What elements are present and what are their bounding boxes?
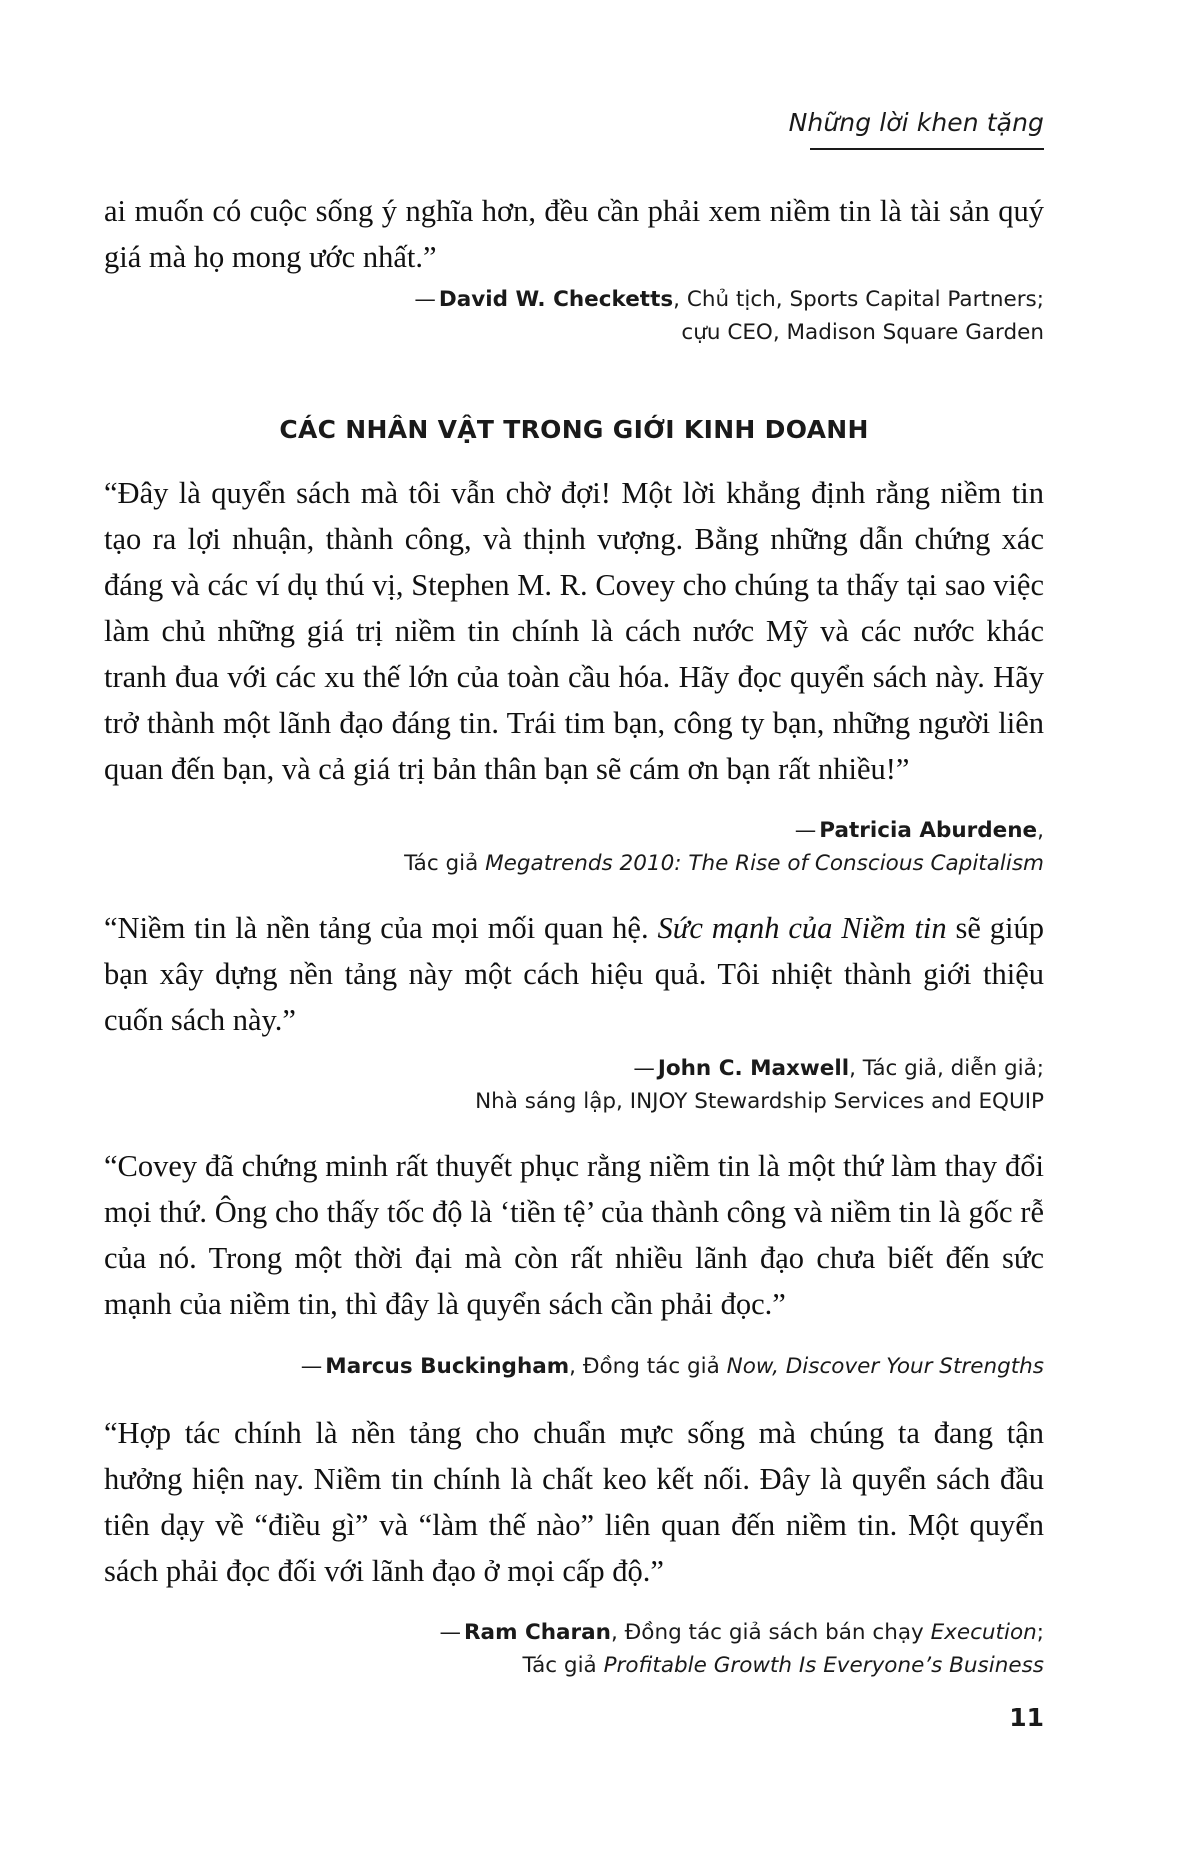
quote-block-maxwell — [104, 905, 1044, 1043]
page-content — [104, 0, 1044, 1860]
quote-text-buckingham: “Covey đã chứng minh rất thuyết phục rằng niềm tin là một thứ làm thay đổi mọi thứ. Ông cho thấy tốc độ là ‘tiền tệ’ của thành công và niềm tin là gốc rễ của nó. Trong một thời đại mà còn rất nhiều lãnh đạo chưa biết đến sức mạnh của niềm tin, thì đây là quyển sách cần phải đọc.” — [104, 1149, 1044, 1321]
em-dash: — — [300, 1354, 322, 1379]
quote-block-buckingham — [104, 1143, 1044, 1327]
attribution-role: , Đồng tác giả — [569, 1354, 727, 1379]
attribution-line-1 — [104, 1616, 1044, 1649]
attribution-line-1 — [104, 814, 1044, 847]
attribution-line-2: Nhà sáng lập, INJOY Stewardship Services and EQUIP — [475, 1089, 1044, 1114]
attribution-name: Marcus Buckingham — [325, 1354, 570, 1379]
book-title: Execution — [930, 1620, 1037, 1645]
book-title: Profitable Growth Is Everyone’s Business — [603, 1653, 1044, 1678]
attribution-maxwell — [104, 1052, 1044, 1118]
attribution-name: Ram Charan — [464, 1620, 611, 1645]
attribution-line-1 — [104, 1052, 1044, 1085]
attribution-prefix: Tác giả — [404, 851, 486, 876]
attribution-aburdene — [104, 814, 1044, 880]
attribution-role: , Tác giả, diễn giả; — [849, 1056, 1044, 1081]
quote-text-charan: “Hợp tác chính là nền tảng cho chuẩn mực sống mà chúng ta đang tận hưởng hiện nay. Niềm tin chính là chất keo kết nối. Đây là quyển sách đầu tiên dạy về “điều gì” và “làm thế nào” liên quan đến niềm tin. Một quyển sách phải đọc đối với lãnh đạo ở mọi cấp độ.” — [104, 1416, 1044, 1588]
quote-block-charan — [104, 1410, 1044, 1594]
attribution-line-2 — [104, 1649, 1044, 1682]
attribution-charan — [104, 1616, 1044, 1682]
em-dash: — — [633, 1056, 654, 1081]
em-dash: — — [439, 1620, 460, 1645]
quote-block-checketts — [104, 188, 1044, 280]
attribution-role: , — [1037, 818, 1044, 843]
attribution-suffix: ; — [1036, 1620, 1044, 1645]
quote-part-1: “Niềm tin là nền tảng của mọi mối quan hệ. — [104, 911, 658, 945]
attribution-checketts — [104, 283, 1044, 349]
attribution-name: David W. Checketts — [438, 287, 674, 312]
quote-text-aburdene: “Đây là quyển sách mà tôi vẫn chờ đợi! Một lời khẳng định rằng niềm tin tạo ra lợi nhuận, thành công, và thịnh vượng. Bằng những dẫn chứng xác đáng và các ví dụ thú vị, Stephen M. R. Covey cho chúng ta thấy tại sao việc làm chủ những giá trị niềm tin chính là cách nước Mỹ và các nước khác tranh đua với các xu thế lớn của toàn cầu hóa. Hãy đọc quyển sách này. Hãy trở thành một lãnh đạo đáng tin. Trái tim bạn, công ty bạn, những người liên quan đến bạn, và cả giá trị bản thân bạn sẽ cám ơn bạn rất nhiều!” — [104, 476, 1044, 786]
attribution-line-2: cựu CEO, Madison Square Garden — [681, 320, 1044, 345]
book-title: Now, Discover Your Strengths — [726, 1354, 1044, 1379]
attribution-name: John C. Maxwell — [657, 1056, 850, 1081]
attribution-buckingham — [104, 1350, 1044, 1383]
page-number: 11 — [1009, 1703, 1044, 1732]
section-heading-block — [104, 415, 1044, 444]
book-title-inline: Sức mạnh của Niềm tin — [657, 911, 947, 945]
attribution-line-1 — [104, 1350, 1044, 1383]
quote-text-maxwell — [104, 905, 1044, 1043]
header-rule — [810, 148, 1044, 150]
attribution-name: Patricia Aburdene — [819, 818, 1038, 843]
em-dash: — — [414, 287, 435, 312]
running-header: Những lời khen tặng — [788, 108, 1044, 137]
quote-text-checketts: ai muốn có cuộc sống ý nghĩa hơn, đều cần phải xem niềm tin là tài sản quý giá mà họ mong ước nhất.” — [104, 194, 1044, 274]
em-dash: — — [794, 818, 816, 843]
attribution-line-2 — [104, 847, 1044, 880]
book-title: Megatrends 2010: The Rise of Conscious Capitalism — [485, 851, 1044, 876]
attribution-prefix: Tác giả — [522, 1653, 604, 1678]
attribution-role: , Đồng tác giả sách bán chạy — [610, 1620, 931, 1645]
attribution-role: , Chủ tịch, Sports Capital Partners; — [673, 287, 1044, 312]
attribution-line-1 — [104, 283, 1044, 316]
quote-part-2: sẽ giúp bạn xây dựng nền tảng này một cách hiệu quả. Tôi nhiệt thành giới thiệu cuốn sách này.” — [104, 911, 1044, 1037]
section-heading: CÁC NHÂN VẬT TRONG GIỚI KINH DOANH — [279, 415, 869, 444]
quote-block-aburdene — [104, 470, 1044, 792]
